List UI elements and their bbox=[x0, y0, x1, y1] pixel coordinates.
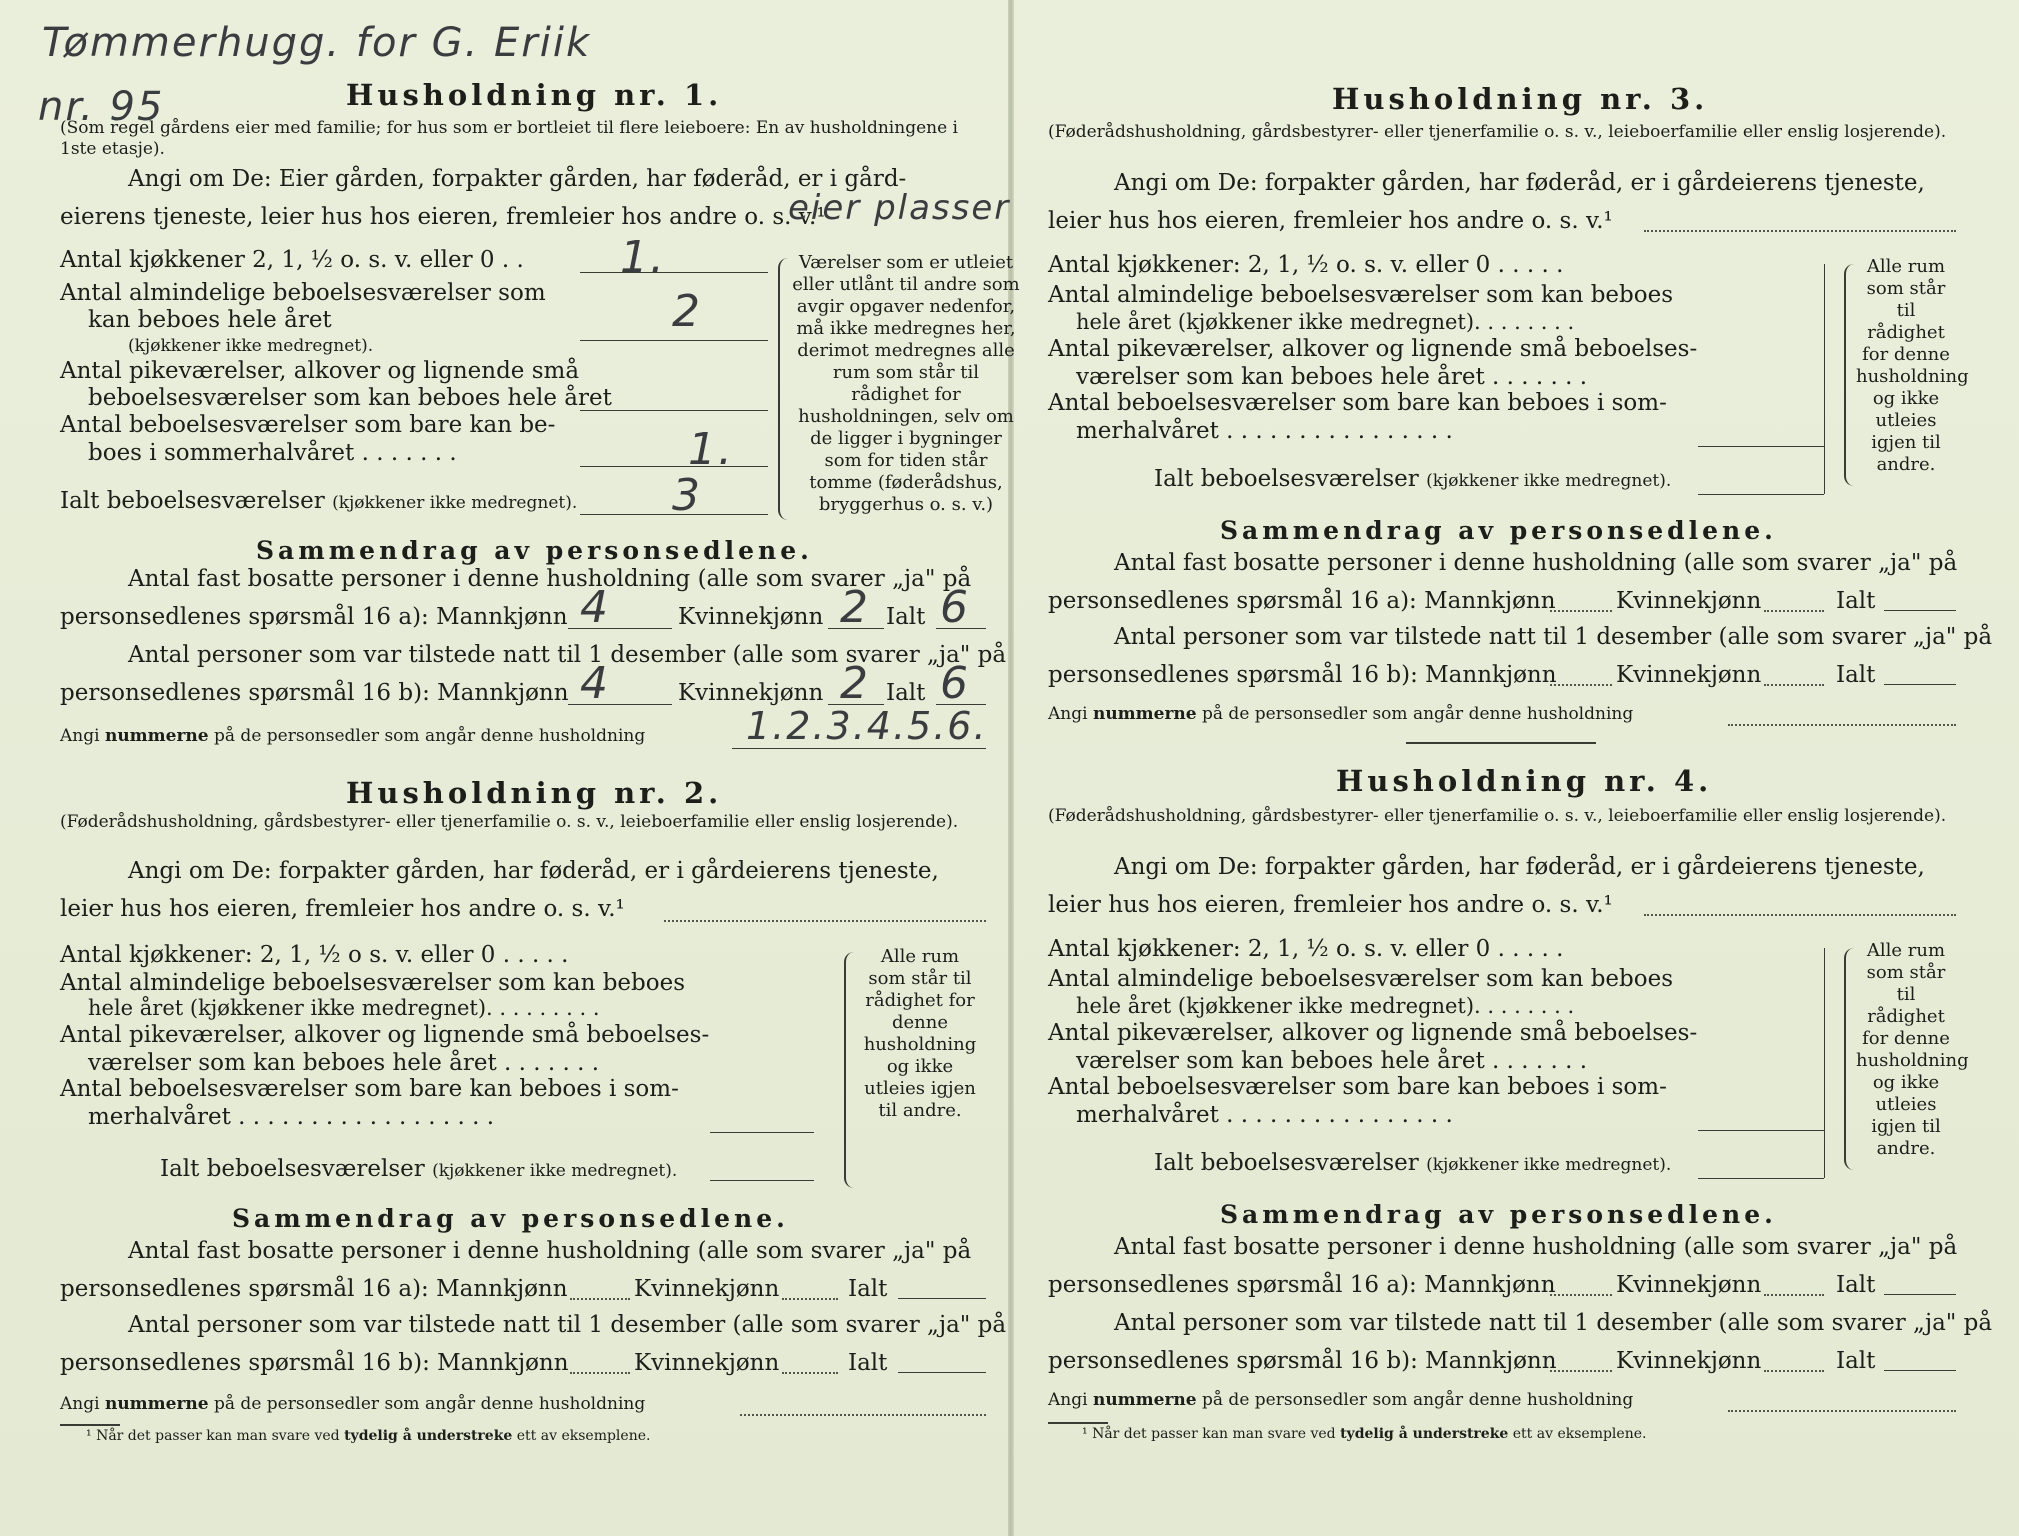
household-1-fast-line1: Antal fast bosatte personer i denne husholdning (alle som svarer „ja" på bbox=[128, 566, 972, 592]
household-2-numbers-suffix: på de personsedler som angår denne husholdning bbox=[214, 1394, 646, 1414]
household-3-q-small-line1: Antal pikeværelser, alkover og lignende små beboelses- bbox=[1048, 336, 1698, 362]
handwritten-margin-note: nr. 95 bbox=[38, 84, 165, 130]
household-2-q-rooms-line1: Antal almindelige beboelsesværelser som kan beboes bbox=[60, 970, 686, 996]
household-3-q-summer-line1: Antal beboelsesværelser som bare kan beboes i som- bbox=[1048, 390, 1667, 416]
household-1-q-small-line1: Antal pikeværelser, alkover og lignende små bbox=[60, 358, 580, 384]
household-1-tilstede-male-answer: 4 bbox=[580, 658, 610, 709]
household-4-fast-total-label: Ialt bbox=[1836, 1272, 1876, 1298]
household-4-angi-line1: Angi om De: forpakter gården, har føderåd, er i gårdeierens tjeneste, bbox=[1114, 854, 1925, 880]
household-1-tilstede-total-answer: 6 bbox=[940, 658, 970, 709]
household-4-role-field[interactable] bbox=[1644, 914, 1956, 916]
household-2-total-label: Ialt beboelsesværelser bbox=[160, 1156, 425, 1182]
household-4-tilstede-line1: Antal personer som var tilstede natt til 1 desember (alle som svarer „ja" på bbox=[1114, 1310, 1993, 1336]
household-2-angi-line1: Angi om De: forpakter gården, har føderåd, er i gårdeierens tjeneste, bbox=[128, 858, 939, 884]
household-4-fast-line2: personsedlenes spørsmål 16 a): Mannkjønn bbox=[1048, 1272, 1556, 1298]
household-3-q-total bbox=[1154, 466, 1671, 492]
household-2-tilstede-male-field[interactable] bbox=[570, 1372, 630, 1374]
household-3-tilstede-line1: Antal personer som var tilstede natt til 1 desember (alle som svarer „ja" på bbox=[1114, 624, 1993, 650]
right-column bbox=[1048, 0, 1993, 1536]
household-3-numbers-line bbox=[1048, 704, 1633, 724]
household-1-q-small-line2: beboelsesværelser som kan beboes hele året bbox=[88, 385, 612, 411]
household-1-total-note: (kjøkkener ikke medregnet). bbox=[332, 493, 578, 513]
household-1-q-kitchens: Antal kjøkkener 2, 1, ½ o. s. v. eller 0 . . bbox=[60, 247, 524, 273]
household-3-numbers-bold: nummerne bbox=[1092, 704, 1197, 724]
household-1-tilstede-line2: personsedlenes spørsmål 16 b): Mannkjønn bbox=[60, 680, 569, 706]
household-4-angi-line2: leier hus hos eieren, fremleier hos andre o. s. v.¹ bbox=[1048, 892, 1613, 918]
household-2-intro: (Føderådshusholdning, gårdsbestyrer- eller tjenerfamilie o. s. v., leieboerfamilie eller enslig losjerende). bbox=[60, 812, 959, 832]
household-1-fast-female-answer: 2 bbox=[840, 582, 870, 633]
household-3-angi-line1: Angi om De: forpakter gården, har føderåd, er i gårdeierens tjeneste, bbox=[1114, 170, 1925, 196]
household-4-q-rooms-line1: Antal almindelige beboelsesværelser som kan beboes bbox=[1048, 966, 1674, 992]
household-4-q-summer-line1: Antal beboelsesværelser som bare kan beboes i som- bbox=[1048, 1074, 1667, 1100]
household-3-numbers-suffix: på de personsedler som angår denne husholdning bbox=[1202, 704, 1634, 724]
household-3-numbers-field[interactable] bbox=[1728, 724, 1956, 726]
household-4-q-rooms-line2: hele året (kjøkkener ikke medregnet). . . . . . . . bbox=[1076, 994, 1575, 1018]
household-3-fast-total-label: Ialt bbox=[1836, 588, 1876, 614]
household-1-tilstede-female-answer: 2 bbox=[840, 658, 870, 709]
household-1-summer-field[interactable] bbox=[580, 466, 768, 467]
household-1-summer-answer: 1. bbox=[688, 424, 734, 475]
household-2-q-rooms-line2: hele året (kjøkkener ikke medregnet). . . . . . . . . bbox=[88, 996, 600, 1020]
household-2-fast-female-label: Kvinnekjønn bbox=[634, 1276, 780, 1302]
household-3-tilstede-male-field[interactable] bbox=[1550, 684, 1612, 686]
household-1-kitchens-field[interactable] bbox=[580, 272, 768, 273]
household-4-tilstede-total-label: Ialt bbox=[1836, 1348, 1876, 1374]
household-3-intro: (Føderådshusholdning, gårdsbestyrer- eller tjenerfamilie o. s. v., leieboerfamilie eller enslig losjerende). bbox=[1048, 122, 1947, 142]
household-3-angi-line2: leier hus hos eieren, fremleier hos andre o. s. v.¹ bbox=[1048, 208, 1613, 234]
page-fold bbox=[1008, 0, 1014, 1536]
household-1-fast-line2: personsedlenes spørsmål 16 a): Mannkjønn bbox=[60, 604, 568, 630]
household-4-numbers-bold: nummerne bbox=[1092, 1390, 1197, 1410]
household-2-total-note: (kjøkkener ikke medregnet). bbox=[432, 1161, 678, 1181]
household-4-total-label: Ialt beboelsesværelser bbox=[1154, 1150, 1419, 1176]
household-4-q-total bbox=[1154, 1150, 1671, 1176]
household-1-tilstede-line1: Antal personer som var tilstede natt til 1 desember (alle som svarer „ja" på bbox=[128, 642, 1007, 668]
household-4-total-note: (kjøkkener ikke medregnet). bbox=[1426, 1155, 1672, 1175]
household-2-numbers-bold: nummerne bbox=[104, 1394, 209, 1414]
household-2-tilstede-total-label: Ialt bbox=[848, 1350, 888, 1376]
household-3-q-small-line2: værelser som kan beboes hele året . . . . . . . bbox=[1076, 364, 1588, 390]
household-1-q-summer-line1: Antal beboelsesværelser som bare kan be- bbox=[60, 412, 556, 438]
household-1-title: Husholdning nr. 1. bbox=[346, 78, 723, 112]
household-1-tilstede-total-label: Ialt bbox=[886, 680, 926, 706]
household-4-summary-title: Sammendrag av personsedlene. bbox=[1220, 1200, 1777, 1229]
household-2-numbers-prefix: Angi bbox=[60, 1394, 100, 1414]
household-4-q-kitchens: Antal kjøkkener: 2, 1, ½ o. s. v. eller 0 . . . . . bbox=[1048, 936, 1564, 962]
household-1-numbers-prefix: Angi bbox=[60, 726, 100, 746]
household-3-fast-female-label: Kvinnekjønn bbox=[1616, 588, 1762, 614]
household-2-q-kitchens: Antal kjøkkener: 2, 1, ½ o s. v. eller 0 . . . . . bbox=[60, 942, 569, 968]
household-1-rooms-answer: 2 bbox=[672, 286, 702, 337]
household-4-numbers-suffix: på de personsedler som angår denne husholdning bbox=[1202, 1390, 1634, 1410]
handwritten-top-note: Tømmerhugg. for G. Eriik bbox=[42, 20, 592, 66]
left-footnote bbox=[86, 1428, 650, 1444]
household-3-field-column-line bbox=[1824, 264, 1825, 494]
household-1-total-label: Ialt beboelsesværelser bbox=[60, 488, 325, 514]
household-1-fast-total-label: Ialt bbox=[886, 604, 926, 630]
household-3-role-field[interactable] bbox=[1644, 230, 1956, 232]
household-3-fast-line1: Antal fast bosatte personer i denne husholdning (alle som svarer „ja" på bbox=[1114, 550, 1958, 576]
household-2-q-small-line1: Antal pikeværelser, alkover og lignende små beboelses- bbox=[60, 1022, 710, 1048]
household-4-fast-total-field[interactable] bbox=[1884, 1294, 1956, 1295]
household-3-tilstede-total-field[interactable] bbox=[1884, 684, 1956, 685]
household-4-fast-male-field[interactable] bbox=[1550, 1294, 1612, 1296]
household-4-side-note: Alle rum som står til rådighet for denne husholdning og ikke utleies igjen til andre. bbox=[1856, 940, 1969, 1159]
household-2-tilstede-total-field[interactable] bbox=[898, 1372, 986, 1373]
household-2-fast-line1: Antal fast bosatte personer i denne husholdning (alle som svarer „ja" på bbox=[128, 1238, 972, 1264]
household-1-fast-total-answer: 6 bbox=[940, 582, 970, 633]
left-footnote-rule bbox=[60, 1424, 120, 1426]
household-3-fast-total-field[interactable] bbox=[1884, 610, 1956, 611]
household-2-tilstede-line1: Antal personer som var tilstede natt til 1 desember (alle som svarer „ja" på bbox=[128, 1312, 1007, 1338]
household-1-numbers-field[interactable] bbox=[732, 748, 986, 749]
right-footnote-a: ¹ Når det passer kan man svare ved bbox=[1082, 1426, 1336, 1442]
household-1-small-rooms-field[interactable] bbox=[580, 410, 768, 411]
household-1-tilstede-female-label: Kvinnekjønn bbox=[678, 680, 824, 706]
household-3-fast-male-field[interactable] bbox=[1550, 610, 1612, 612]
household-1-numbers-line bbox=[60, 726, 645, 746]
household-2-q-summer-line2: merhalvåret . . . . . . . . . . . . . . . . . . bbox=[88, 1104, 495, 1130]
household-1-total-answer: 3 bbox=[672, 470, 702, 521]
household-4-tilstede-female-field[interactable] bbox=[1764, 1370, 1824, 1372]
household-1-role-answer: eier plasser bbox=[788, 188, 1011, 228]
household-2-role-field[interactable] bbox=[664, 920, 986, 922]
household-1-numbers-suffix: på de personsedler som angår denne husholdning bbox=[214, 726, 646, 746]
household-2-numbers-field[interactable] bbox=[740, 1414, 986, 1416]
household-2-tilstede-female-label: Kvinnekjønn bbox=[634, 1350, 780, 1376]
household-4-title: Husholdning nr. 4. bbox=[1336, 764, 1713, 798]
household-3-q-summer-line2: merhalvåret . . . . . . . . . . . . . . . . bbox=[1076, 418, 1453, 444]
household-1-q-rooms-line2: kan beboes hele året bbox=[88, 307, 332, 333]
household-4-tilstede-line2: personsedlenes spørsmål 16 b): Mannkjønn bbox=[1048, 1348, 1557, 1374]
household-2-q-summer-line1: Antal beboelsesværelser som bare kan beboes i som- bbox=[60, 1076, 679, 1102]
household-2-brace bbox=[844, 952, 858, 1188]
household-2-side-note: Alle rum som står til rådighet for denne husholdning og ikke utleies igjen til andre. bbox=[863, 946, 977, 1121]
household-2-tilstede-line2: personsedlenes spørsmål 16 b): Mannkjønn bbox=[60, 1350, 569, 1376]
household-2-numbers-line bbox=[60, 1394, 645, 1414]
household-1-rooms-field[interactable] bbox=[580, 340, 768, 341]
household-2-q-small-line2: værelser som kan beboes hele året . . . . . . . bbox=[88, 1050, 600, 1076]
right-footnote bbox=[1082, 1426, 1646, 1442]
household-2-fast-line2: personsedlenes spørsmål 16 a): Mannkjønn bbox=[60, 1276, 568, 1302]
household-4-field-column-line bbox=[1824, 948, 1825, 1178]
household-3-fast-line2: personsedlenes spørsmål 16 a): Mannkjønn bbox=[1048, 588, 1556, 614]
household-3-title: Husholdning nr. 3. bbox=[1332, 82, 1709, 116]
household-4-fast-female-label: Kvinnekjønn bbox=[1616, 1272, 1762, 1298]
household-1-fast-male-answer: 4 bbox=[580, 582, 610, 633]
household-4-q-small-line2: værelser som kan beboes hele året . . . . . . . bbox=[1076, 1048, 1588, 1074]
household-2-fast-total-label: Ialt bbox=[848, 1276, 888, 1302]
household-4-intro: (Føderådshusholdning, gårdsbestyrer- eller tjenerfamilie o. s. v., leieboerfamilie eller enslig losjerende). bbox=[1048, 806, 1947, 826]
household-4-summer-field[interactable] bbox=[1698, 1130, 1824, 1131]
household-1-angi-line1: Angi om De: Eier gården, forpakter gården, har føderåd, er i gård- bbox=[128, 166, 907, 192]
household-3-summary-title: Sammendrag av personsedlene. bbox=[1220, 516, 1777, 545]
household-2-fast-male-field[interactable] bbox=[570, 1298, 630, 1300]
household-2-title: Husholdning nr. 2. bbox=[346, 776, 723, 810]
household-1-intro: (Som regel gårdens eier med familie; for hus som er bortleiet til flere leieboere: En av husholdningene i 1ste etasje). bbox=[60, 118, 958, 159]
household-4-tilstede-total-field[interactable] bbox=[1884, 1370, 1956, 1371]
household-2-fast-total-field[interactable] bbox=[898, 1298, 986, 1299]
household-1-q-rooms-line1: Antal almindelige beboelsesværelser som bbox=[60, 280, 546, 306]
household-4-fast-line1: Antal fast bosatte personer i denne husholdning (alle som svarer „ja" på bbox=[1114, 1234, 1958, 1260]
household-3-q-rooms-line1: Antal almindelige beboelsesværelser som kan beboes bbox=[1048, 282, 1674, 308]
household-3-q-kitchens: Antal kjøkkener: 2, 1, ½ o. s. v. eller 0 . . . . . bbox=[1048, 252, 1564, 278]
left-footnote-a: ¹ Når det passer kan man svare ved bbox=[86, 1428, 340, 1444]
household-separator-rule bbox=[1406, 742, 1596, 744]
right-footnote-rule bbox=[1048, 1422, 1108, 1424]
household-1-angi-line2: eierens tjeneste, leier hus hos eieren, fremleier hos andre o. s. v.¹ bbox=[60, 204, 826, 230]
household-1-q-total bbox=[60, 488, 577, 514]
household-3-total-field[interactable] bbox=[1698, 494, 1824, 495]
household-4-numbers-line bbox=[1048, 1390, 1633, 1410]
household-3-tilstede-female-label: Kvinnekjønn bbox=[1616, 662, 1762, 688]
household-2-total-field[interactable] bbox=[710, 1180, 814, 1181]
household-4-q-small-line1: Antal pikeværelser, alkover og lignende små beboelses- bbox=[1048, 1020, 1698, 1046]
household-3-summer-field[interactable] bbox=[1698, 446, 1824, 447]
household-3-tilstede-total-label: Ialt bbox=[1836, 662, 1876, 688]
right-footnote-c: ett av eksemplene. bbox=[1512, 1426, 1647, 1442]
household-2-summary-title: Sammendrag av personsedlene. bbox=[232, 1204, 789, 1233]
household-4-tilstede-female-label: Kvinnekjønn bbox=[1616, 1348, 1762, 1374]
household-1-fast-female-label: Kvinnekjønn bbox=[678, 604, 824, 630]
household-1-numbers-answer: 1.2.3.4.5.6. bbox=[746, 704, 988, 748]
household-4-q-summer-line2: merhalvåret . . . . . . . . . . . . . . . . bbox=[1076, 1102, 1453, 1128]
household-1-numbers-bold: nummerne bbox=[104, 726, 209, 746]
household-3-tilstede-line2: personsedlenes spørsmål 16 b): Mannkjønn bbox=[1048, 662, 1557, 688]
left-column bbox=[38, 0, 1020, 1536]
household-3-side-note: Alle rum som står til rådighet for denne husholdning og ikke utleies igjen til andre. bbox=[1856, 256, 1969, 475]
household-4-numbers-prefix: Angi bbox=[1048, 1390, 1088, 1410]
household-1-side-note: Værelser som er utleiet eller utlånt til andre som avgir opgaver nedenfor, må ikke medregnes her, derimot medregnes alle rum som står til rådighet for husholdningen, selv om de ligger i bygninger som for tiden står tomme (føderådshus, bryggerhus o. s. v.) bbox=[792, 252, 1020, 515]
household-3-numbers-prefix: Angi bbox=[1048, 704, 1088, 724]
household-3-total-label: Ialt beboelsesværelser bbox=[1154, 466, 1419, 492]
household-1-summary-title: Sammendrag av personsedlene. bbox=[256, 536, 813, 565]
household-1-brace bbox=[778, 258, 792, 520]
household-3-q-rooms-line2: hele året (kjøkkener ikke medregnet). . . . . . . . bbox=[1076, 310, 1575, 334]
household-4-tilstede-male-field[interactable] bbox=[1550, 1370, 1612, 1372]
household-3-fast-female-field[interactable] bbox=[1764, 610, 1824, 612]
household-2-summer-field[interactable] bbox=[710, 1132, 814, 1133]
household-1-q-rooms-line3: (kjøkkener ikke medregnet). bbox=[128, 336, 374, 356]
household-2-tilstede-female-field[interactable] bbox=[782, 1372, 838, 1374]
household-2-fast-female-field[interactable] bbox=[782, 1298, 838, 1300]
right-footnote-bold: tydelig å understreke bbox=[1340, 1426, 1509, 1442]
household-2-angi-line2: leier hus hos eieren, fremleier hos andre o. s. v.¹ bbox=[60, 896, 625, 922]
household-3-tilstede-female-field[interactable] bbox=[1764, 684, 1824, 686]
left-footnote-c: ett av eksemplene. bbox=[516, 1428, 651, 1444]
household-4-numbers-field[interactable] bbox=[1728, 1410, 1956, 1412]
household-4-total-field[interactable] bbox=[1698, 1178, 1824, 1179]
household-2-q-total bbox=[160, 1156, 677, 1182]
household-1-kitchens-answer: 1. bbox=[620, 232, 666, 283]
household-1-q-summer-line2: boes i sommerhalvåret . . . . . . . bbox=[88, 440, 457, 466]
left-footnote-bold: tydelig å understreke bbox=[344, 1428, 513, 1444]
household-3-total-note: (kjøkkener ikke medregnet). bbox=[1426, 471, 1672, 491]
household-4-fast-female-field[interactable] bbox=[1764, 1294, 1824, 1296]
